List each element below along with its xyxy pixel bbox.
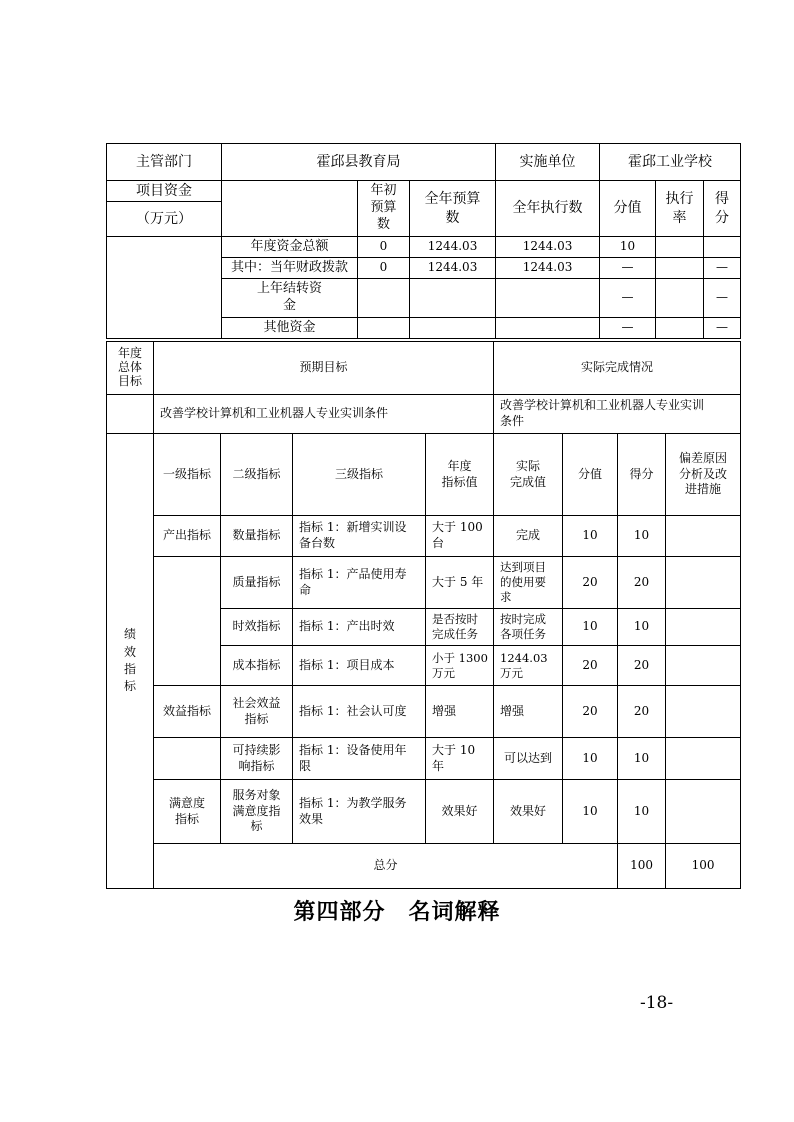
- header-points: 得分: [618, 434, 666, 516]
- target-cell: 增强: [426, 686, 494, 738]
- annual-value: 1244.03: [410, 258, 496, 279]
- level1-cell: [154, 738, 221, 780]
- level1-cell: [154, 557, 221, 686]
- initial-value: 0: [358, 237, 410, 258]
- expected-goal-text: 改善学校计算机和工业机器人专业实训条件: [154, 395, 494, 434]
- score-cell: 10: [563, 738, 618, 780]
- level3-cell: 指标 1：为教学服务 效果: [293, 780, 426, 844]
- header-deviation: 偏差原因 分析及改 进措施: [666, 434, 741, 516]
- level2-cell: 质量指标: [221, 557, 293, 609]
- deviation-cell: [666, 646, 741, 686]
- level1-cell: 效益指标: [154, 686, 221, 738]
- blank-cell: [107, 395, 154, 434]
- table-row: [107, 686, 741, 738]
- header-level2: 二级指标: [221, 434, 293, 516]
- executed-value: [496, 318, 600, 339]
- deviation-cell: [666, 686, 741, 738]
- actual-cell: 达到项目 的使用要 求: [494, 557, 563, 609]
- level2-cell: 服务对象 满意度指 标: [221, 780, 293, 844]
- header-score: 分值: [563, 434, 618, 516]
- funds-unit: （万元）: [107, 202, 222, 237]
- blank-cell: [107, 318, 222, 339]
- points-cell: 10: [618, 609, 666, 646]
- rate-value: [656, 237, 704, 258]
- blank-cell: [107, 237, 222, 258]
- header-level1: 一级指标: [154, 434, 221, 516]
- deviation-cell: [666, 516, 741, 557]
- level3-cell: 指标 1：社会认可度: [293, 686, 426, 738]
- row-label: 年度资金总额: [222, 237, 358, 258]
- rate-value: [656, 258, 704, 279]
- executed-value: 1244.03: [496, 237, 600, 258]
- actual-cell: 1244.03 万元: [494, 646, 563, 686]
- blank-cell: [107, 279, 222, 318]
- score-cell: 20: [563, 686, 618, 738]
- level3-cell: 指标 1：设备使用年 限: [293, 738, 426, 780]
- initial-value: [358, 279, 410, 318]
- level2-cell: 数量指标: [221, 516, 293, 557]
- deviation-cell: [666, 609, 741, 646]
- supervisor-value: 霍邱县教育局: [222, 144, 496, 181]
- budget-row: [107, 237, 741, 258]
- score-cell: 20: [563, 557, 618, 609]
- col-initial-budget: 年初 预算 数: [358, 181, 410, 237]
- total-row: [107, 844, 741, 889]
- rate-value: [656, 279, 704, 318]
- score-cell: 10: [563, 516, 618, 557]
- points-cell: 10: [618, 738, 666, 780]
- points-cell: 20: [618, 557, 666, 609]
- deviation-cell: [666, 557, 741, 609]
- table-row: [107, 516, 741, 557]
- col-annual-budget: 全年预算 数: [410, 181, 496, 237]
- points-value: —: [704, 318, 741, 339]
- annual-value: [410, 318, 496, 339]
- level2-cell: 时效指标: [221, 609, 293, 646]
- performance-table: [106, 341, 741, 889]
- level2-cell: 社会效益 指标: [221, 686, 293, 738]
- initial-value: 0: [358, 258, 410, 279]
- points-cell: 10: [618, 516, 666, 557]
- table-row: [107, 557, 741, 609]
- header-level3: 三级指标: [293, 434, 426, 516]
- total-points: 100: [666, 844, 741, 889]
- initial-value: [358, 318, 410, 339]
- target-cell: 小于 1300 万元: [426, 646, 494, 686]
- row-label: 其中：当年财政拨款: [222, 258, 358, 279]
- actual-result-header: 实际完成情况: [494, 342, 741, 395]
- points-cell: 10: [618, 780, 666, 844]
- budget-table: [106, 143, 741, 339]
- score-value: —: [600, 279, 656, 318]
- col-exec-rate: 执行 率: [656, 181, 704, 237]
- target-cell: 大于 10 年: [426, 738, 494, 780]
- budget-row: [107, 258, 741, 279]
- level1-cell: 产出指标: [154, 516, 221, 557]
- header-actual-value: 实际 完成值: [494, 434, 563, 516]
- annual-value: [410, 279, 496, 318]
- implementer-value: 霍邱工业学校: [600, 144, 741, 181]
- header-annual-target: 年度 指标值: [426, 434, 494, 516]
- funds-label: 项目资金: [107, 181, 222, 202]
- target-cell: 大于 100 台: [426, 516, 494, 557]
- total-label: 总分: [154, 844, 618, 889]
- deviation-cell: [666, 738, 741, 780]
- col-score: 分值: [600, 181, 656, 237]
- score-cell: 10: [563, 780, 618, 844]
- col-executed: 全年执行数: [496, 181, 600, 237]
- annual-value: 1244.03: [410, 237, 496, 258]
- level3-cell: 指标 1：项目成本: [293, 646, 426, 686]
- row-label: 上年结转资 金: [222, 279, 358, 318]
- section-heading: 第四部分 名词解释: [293, 900, 501, 925]
- budget-row: [107, 318, 741, 339]
- level1-cell: 满意度 指标: [154, 780, 221, 844]
- budget-row: [107, 279, 741, 318]
- row-label: 其他资金: [222, 318, 358, 339]
- expected-goal-header: 预期目标: [154, 342, 494, 395]
- level2-cell: 可持续影 响指标: [221, 738, 293, 780]
- executed-value: [496, 279, 600, 318]
- target-cell: 效果好: [426, 780, 494, 844]
- target-cell: 是否按时 完成任务: [426, 609, 494, 646]
- actual-cell: 效果好: [494, 780, 563, 844]
- blank-cell: [107, 258, 222, 279]
- supervisor-label: 主管部门: [107, 144, 222, 181]
- deviation-cell: [666, 780, 741, 844]
- level3-cell: 指标 1：产品使用寿 命: [293, 557, 426, 609]
- page-number: -18-: [640, 993, 674, 1013]
- actual-cell: 按时完成 各项任务: [494, 609, 563, 646]
- level3-cell: 指标 1：产出时效: [293, 609, 426, 646]
- points-cell: 20: [618, 686, 666, 738]
- executed-value: 1244.03: [496, 258, 600, 279]
- level3-cell: 指标 1：新增实训设 备台数: [293, 516, 426, 557]
- actual-result-text: 改善学校计算机和工业机器人专业实训 条件: [494, 395, 741, 434]
- actual-cell: 可以达到: [494, 738, 563, 780]
- rate-value: [656, 318, 704, 339]
- actual-cell: 完成: [494, 516, 563, 557]
- performance-side-label: 绩 效 指 标: [107, 434, 154, 889]
- score-value: —: [600, 318, 656, 339]
- score-value: 10: [600, 237, 656, 258]
- table-row: [107, 780, 741, 844]
- target-cell: 大于 5 年: [426, 557, 494, 609]
- points-value: [704, 237, 741, 258]
- points-value: —: [704, 279, 741, 318]
- points-cell: 20: [618, 646, 666, 686]
- score-value: —: [600, 258, 656, 279]
- score-cell: 10: [563, 609, 618, 646]
- implementer-label: 实施单位: [496, 144, 600, 181]
- goals-label: 年度 总体 目标: [107, 342, 154, 395]
- level2-cell: 成本指标: [221, 646, 293, 686]
- table-row: [107, 738, 741, 780]
- score-cell: 20: [563, 646, 618, 686]
- points-value: —: [704, 258, 741, 279]
- actual-cell: 增强: [494, 686, 563, 738]
- col-points: 得 分: [704, 181, 741, 237]
- blank-cell: [222, 181, 358, 237]
- total-score: 100: [618, 844, 666, 889]
